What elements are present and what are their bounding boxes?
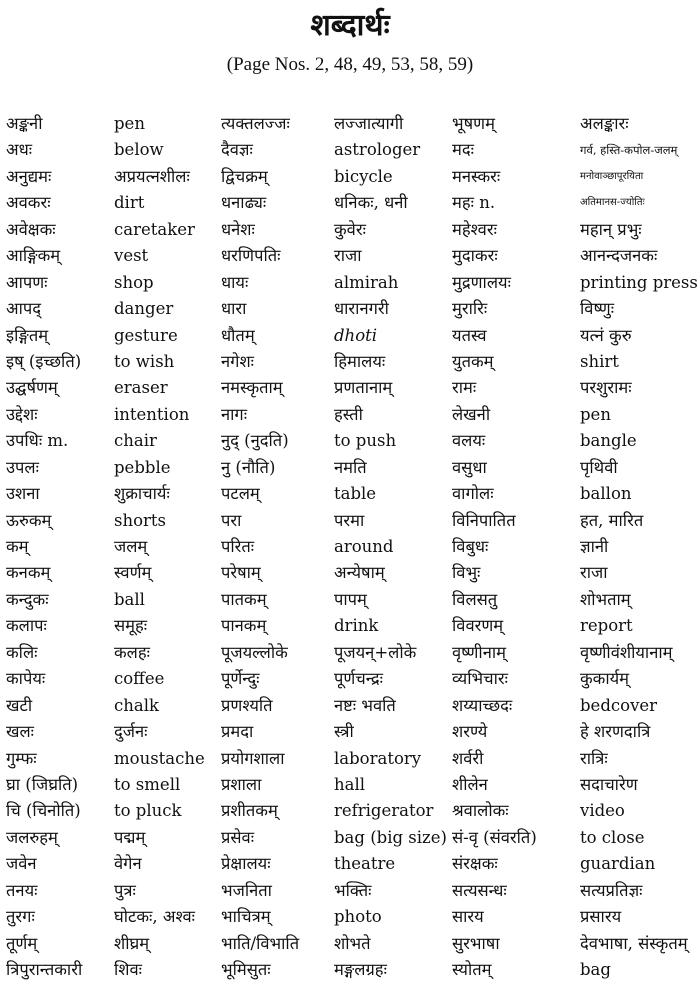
glossary-row [0, 164, 700, 190]
glossary-term-col2: प्रसेवः [221, 827, 255, 847]
glossary-term-col2: नगेशः [221, 351, 254, 371]
glossary-meaning-col1: moustache [114, 748, 205, 768]
glossary-term-col1: तुरगः [6, 907, 35, 927]
glossary-term-col2: नागः [221, 404, 248, 424]
glossary-term-col1: उद्देशः [6, 404, 38, 424]
glossary-term-col3: सं-वृ (संवरति) [452, 827, 537, 847]
glossary-term-col2: प्रणश्यति [221, 695, 273, 715]
glossary-term-col1: अधः [6, 140, 33, 160]
glossary-term-col3: वसुधा [452, 457, 487, 477]
glossary-term-col3: शर्वरी [452, 748, 484, 768]
glossary-meaning-col2: मङ्गलग्रहः [334, 960, 387, 979]
glossary-meaning-col2: table [334, 484, 377, 504]
glossary-row [0, 851, 700, 877]
glossary-meaning-col1: घोटकः, अश्वः [114, 907, 195, 927]
glossary-row [0, 772, 700, 798]
glossary-term-col2: प्रशीतकम् [221, 801, 278, 821]
glossary-meaning-col1: danger [114, 299, 174, 319]
glossary-meaning-col2: प्रणतानाम् [334, 378, 393, 398]
glossary-term-col3: स्योतम् [452, 960, 492, 979]
glossary-term-col2: धारा [221, 299, 247, 319]
glossary-meaning-col2: around [334, 537, 394, 556]
glossary-meaning-col1: शीघ्रम् [114, 933, 150, 953]
glossary-term-col2: भाचित्रम् [221, 907, 271, 927]
glossary-term-col1: कलापः [6, 616, 47, 636]
glossary-meaning-col2: astrologer [334, 140, 421, 160]
glossary-term-col3: विवरणम् [452, 616, 504, 636]
glossary-term-col1: तूर्णम् [6, 933, 38, 953]
glossary-term-col1: उद्घर्षणम् [6, 378, 58, 398]
glossary-term-col3: मुरारिः [452, 299, 488, 319]
glossary-term-col1: कम् [6, 537, 29, 556]
glossary-term-col1: खटी [6, 695, 33, 715]
glossary-term-col2: पूर्णेन्दुः [221, 669, 260, 689]
glossary-row [0, 613, 700, 639]
glossary-meaning-col3: सदाचारेण [580, 774, 638, 794]
glossary-meaning-col1: shop [114, 272, 154, 292]
glossary-term-col3: विबुधः [452, 537, 489, 556]
glossary-meaning-col2: पापम् [334, 589, 367, 609]
glossary-term-col3: मुद्रणालयः [452, 272, 511, 292]
glossary-meaning-col3: विष्णुः [580, 299, 615, 319]
glossary-meaning-col3: bedcover [580, 695, 658, 715]
glossary-term-col1: कनकम् [6, 563, 51, 583]
glossary-term-col2: परितः [221, 537, 255, 556]
glossary-meaning-col3: report [580, 616, 633, 636]
glossary-meaning-col3: यत्नं कुरु [580, 325, 632, 345]
glossary-meaning-col3: वृष्णीवंशीयानाम् [580, 642, 673, 662]
glossary-meaning-col3: bag [580, 960, 611, 979]
glossary-meaning-col2: लज्जात्यागी [334, 114, 404, 133]
glossary-term-col1: उपलः [6, 457, 39, 477]
glossary-term-col3: युतकम् [452, 351, 494, 371]
glossary-meaning-col2: परमा [334, 510, 365, 530]
glossary-meaning-col2: राजा [334, 246, 362, 266]
glossary-meaning-col1: पद्मम् [114, 827, 146, 847]
glossary-term-col2: धायः [221, 272, 249, 292]
glossary-meaning-col3: guardian [580, 854, 656, 874]
glossary-row [0, 111, 700, 137]
glossary-row [0, 243, 700, 269]
page-reference: (Page Nos. 2, 48, 49, 53, 58, 59) [226, 54, 474, 75]
glossary-meaning-col2: शोभते [334, 933, 371, 953]
glossary-meaning-col2: drink [334, 616, 379, 636]
glossary-meaning-col1: वेगेन [114, 854, 142, 874]
glossary-term-col1: उशना [6, 484, 40, 504]
glossary-meaning-col3: प्रसारय [580, 907, 622, 927]
glossary-term-col2: प्रेक्षालयः [221, 854, 271, 874]
glossary-meaning-col2: पूर्णचन्द्रः [334, 669, 383, 689]
glossary-meaning-col3: परशुरामः [580, 378, 632, 398]
glossary-term-col2: धरणिपतिः [221, 246, 281, 266]
glossary-meaning-col1: पुत्रः [114, 880, 136, 900]
glossary-meaning-col2: almirah [334, 272, 399, 292]
glossary-term-col1: गुम्फः [6, 748, 37, 768]
glossary-meaning-col1: caretaker [114, 219, 195, 239]
glossary-meaning-col3: to close [580, 827, 645, 847]
glossary-row [0, 375, 700, 401]
glossary-meaning-col3: pen [580, 404, 611, 424]
glossary-row [0, 666, 700, 692]
glossary-term-col3: विनिपातित [452, 510, 516, 530]
glossary-term-col3: सुरभाषा [452, 933, 500, 953]
glossary-meaning-col1: below [114, 140, 164, 160]
glossary-meaning-col3: रात्रिः [580, 748, 608, 768]
glossary-meaning-col1: intention [114, 404, 190, 424]
glossary-meaning-col1: to pluck [114, 801, 182, 821]
glossary-meaning-col1: शिवः [114, 960, 143, 979]
glossary-meaning-col1: to wish [114, 351, 175, 371]
glossary-term-col3: शय्याच्छदः [452, 695, 513, 715]
glossary-term-col3: महेश्वरः [452, 219, 497, 239]
glossary-term-col1: कन्दुकः [6, 589, 49, 609]
glossary-meaning-col1: coffee [114, 669, 165, 689]
glossary-term-col3: व्यभिचारः [452, 669, 508, 689]
glossary-meaning-col2: नमति [334, 457, 367, 477]
glossary-term-col1: त्रिपुरान्तकारी [6, 960, 83, 979]
glossary-meaning-col3: ज्ञानी [580, 537, 609, 556]
glossary-term-col2: त्यक्तलज्जः [221, 114, 290, 133]
glossary-term-col3: विभुः [452, 563, 481, 583]
glossary-term-col3: सत्यसन्धः [452, 880, 507, 900]
glossary-meaning-col1: जलम् [114, 537, 148, 556]
glossary-term-col1: इङ्गितम् [6, 325, 49, 345]
glossary-meaning-col3: अतिमानस-ज्योतिः [580, 197, 645, 209]
glossary-row [0, 455, 700, 481]
glossary-term-col2: दैवज्ञः [221, 140, 253, 160]
glossary-meaning-col3: printing press [580, 272, 698, 292]
glossary-term-col2: परेषाम् [221, 563, 261, 583]
glossary-term-col1: खलः [6, 722, 35, 742]
glossary-row [0, 296, 700, 322]
glossary-meaning-col2: dhoti [334, 325, 378, 345]
glossary-meaning-col2: धनिकः, धनी [334, 193, 408, 213]
glossary-term-col2: भूमिसुतः [221, 960, 271, 979]
glossary-row [0, 904, 700, 930]
glossary-meaning-col2: bicycle [334, 166, 393, 186]
glossary-meaning-col1: दुर्जनः [114, 722, 148, 742]
glossary-term-col1: घ्रा (जिघ्रति) [6, 774, 79, 794]
glossary-row [0, 560, 700, 586]
glossary-meaning-col1: ball [114, 589, 145, 609]
glossary-meaning-col1: कलहः [114, 642, 150, 662]
glossary-term-col2: पातकम् [221, 589, 267, 609]
glossary-term-col3: सारय [452, 907, 484, 927]
glossary-meaning-col2: refrigerator [334, 801, 434, 821]
glossary-meaning-col2: स्त्री [334, 722, 354, 742]
glossary-meaning-col3: शोभताम् [580, 589, 631, 609]
glossary-meaning-col1: gesture [114, 325, 178, 345]
glossary-meaning-col3: सत्यप्रतिज्ञः [580, 880, 643, 900]
glossary-term-col2: नुद् (नुदति) [221, 431, 289, 451]
glossary-meaning-col2: पूजयन्+लोके [334, 642, 417, 662]
glossary-meaning-col3: राजा [580, 563, 608, 583]
glossary-meaning-col1: shorts [114, 510, 167, 530]
glossary-table [0, 111, 700, 983]
glossary-row [0, 878, 700, 904]
glossary-meaning-col1: vest [114, 246, 149, 266]
glossary-row [0, 719, 700, 745]
glossary-meaning-col1: dirt [114, 193, 145, 213]
glossary-row [0, 349, 700, 375]
glossary-meaning-col3: पृथिवी [580, 457, 618, 477]
glossary-meaning-col1: समूहः [114, 616, 148, 636]
glossary-term-col3: शीलेन [452, 774, 488, 794]
glossary-row [0, 534, 700, 560]
glossary-term-col3: मुदाकरः [452, 246, 498, 266]
glossary-meaning-col1: शुक्राचार्यः [114, 484, 170, 504]
glossary-term-col3: शरण्ये [452, 722, 488, 742]
glossary-term-col2: नु (नौति) [221, 457, 276, 477]
glossary-meaning-col2: हस्ती [334, 404, 363, 424]
glossary-meaning-col2: धारानगरी [334, 299, 389, 319]
glossary-meaning-col3: अलङ्कारः [580, 114, 629, 133]
glossary-term-col1: अवकरः [6, 193, 51, 213]
glossary-meaning-col3: ballon [580, 484, 632, 504]
glossary-meaning-col2: भक्तिः [334, 880, 372, 900]
glossary-row [0, 508, 700, 534]
glossary-term-col2: द्विचक्रम् [221, 166, 268, 186]
glossary-row [0, 931, 700, 957]
glossary-term-col1: अवेक्षकः [6, 219, 56, 239]
glossary-meaning-col3: देवभाषा, संस्कृतम् [580, 933, 688, 953]
glossary-term-col3: मदः [452, 140, 474, 160]
glossary-meaning-col2: theatre [334, 854, 396, 874]
glossary-term-col2: नमस्कृताम् [221, 378, 283, 398]
glossary-term-col2: पानकम् [221, 616, 267, 636]
glossary-term-col2: प्रमदा [221, 722, 254, 742]
glossary-row [0, 798, 700, 824]
glossary-meaning-col2: कुवेरः [334, 219, 366, 239]
glossary-row [0, 323, 700, 349]
glossary-term-col2: धनेशः [221, 219, 255, 239]
glossary-row [0, 270, 700, 296]
glossary-term-col2: पूजयल्लोके [221, 642, 288, 662]
glossary-term-col1: आपद् [6, 299, 41, 319]
glossary-meaning-col3: महान् प्रभुः [580, 219, 642, 239]
glossary-row [0, 190, 700, 216]
glossary-meaning-col1: स्वर्णम् [114, 563, 152, 583]
glossary-meaning-col1: chair [114, 431, 157, 451]
glossary-row [0, 957, 700, 983]
glossary-term-col2: प्रयोगशाला [221, 748, 285, 768]
glossary-row [0, 137, 700, 163]
glossary-meaning-col3: bangle [580, 431, 637, 451]
glossary-term-col3: संरक्षकः [452, 854, 498, 874]
glossary-term-col3: लेखनी [452, 404, 491, 424]
glossary-term-col2: भाति/विभाति [221, 933, 300, 953]
glossary-row [0, 825, 700, 851]
glossary-meaning-col3: मनोवाञ्छापूरयिता [580, 170, 644, 182]
glossary-term-col3: रामः [452, 378, 477, 398]
glossary-meaning-col3: shirt [580, 351, 619, 371]
glossary-row [0, 217, 700, 243]
glossary-term-col1: चि (चिनोति) [6, 801, 81, 821]
glossary-term-col2: पटलम् [221, 484, 260, 504]
glossary-term-col3: वागोलः [452, 484, 494, 504]
glossary-term-col1: कलिः [6, 642, 38, 662]
glossary-term-col3: यतस्व [452, 325, 487, 345]
glossary-term-col1: कापेयः [6, 669, 46, 689]
glossary-term-col1: ऊरुकम् [6, 510, 52, 530]
glossary-term-col1: जलरुहम् [6, 827, 58, 847]
glossary-term-col1: उपधिः m. [6, 431, 69, 451]
glossary-meaning-col2: to push [334, 431, 397, 451]
glossary-term-col3: मनस्करः [452, 166, 501, 186]
glossary-meaning-col1: अप्रयत्नशीलः [114, 166, 190, 186]
glossary-meaning-col1: pebble [114, 457, 171, 477]
glossary-meaning-col2: अन्येषाम् [334, 563, 385, 583]
glossary-row [0, 428, 700, 454]
glossary-term-col3: श्रवालोकः [452, 801, 509, 821]
glossary-meaning-col3: video [580, 801, 625, 821]
glossary-term-col1: अनुद्यमः [6, 166, 52, 186]
glossary-meaning-col1: chalk [114, 695, 159, 715]
glossary-row [0, 587, 700, 613]
glossary-term-col3: वलयः [452, 431, 486, 451]
glossary-term-col2: प्रशाला [221, 774, 262, 794]
glossary-meaning-col2: नष्टः भवति [334, 695, 396, 715]
glossary-row [0, 640, 700, 666]
page-title: शब्दार्थः [310, 8, 390, 43]
glossary-term-col1: आङ्गिकम् [6, 246, 61, 266]
glossary-term-col2: भजनिता [221, 880, 272, 900]
glossary-term-col2: धनाढ्यः [221, 193, 267, 213]
glossary-meaning-col2: bag (big size) [334, 827, 447, 847]
glossary-term-col1: आपणः [6, 272, 48, 292]
glossary-term-col2: धौतम् [221, 325, 255, 345]
glossary-meaning-col3: हे शरणदात्रि [580, 722, 651, 742]
glossary-term-col3: भूषणम् [452, 114, 495, 133]
glossary-term-col2: परा [221, 510, 242, 530]
glossary-meaning-col3: कुकार्यम् [580, 669, 630, 689]
glossary-meaning-col2: हिमालयः [334, 351, 386, 371]
glossary-meaning-col3: गर्व, हस्ति-कपोल-जलम् [580, 143, 678, 158]
glossary-row [0, 402, 700, 428]
glossary-meaning-col2: photo [334, 907, 382, 927]
glossary-meaning-col1: to smell [114, 774, 181, 794]
glossary-row [0, 746, 700, 772]
glossary-meaning-col2: hall [334, 774, 366, 794]
glossary-term-col1: अङ्कनी [6, 114, 43, 133]
glossary-term-col3: विलसतु [452, 589, 498, 609]
glossary-meaning-col2: laboratory [334, 748, 422, 768]
glossary-row [0, 481, 700, 507]
glossary-meaning-col1: pen [114, 114, 145, 133]
glossary-term-col1: इष् (इच्छति) [6, 351, 82, 371]
glossary-row [0, 693, 700, 719]
glossary-meaning-col1: eraser [114, 378, 168, 398]
glossary-term-col1: जवेन [6, 854, 37, 874]
glossary-term-col3: महः n. [452, 193, 496, 213]
glossary-term-col1: तनयः [6, 880, 38, 900]
glossary-meaning-col3: हत, मारित [580, 510, 644, 530]
glossary-term-col3: वृष्णीनाम् [452, 642, 506, 662]
glossary-meaning-col3: आनन्दजनकः [580, 246, 658, 266]
